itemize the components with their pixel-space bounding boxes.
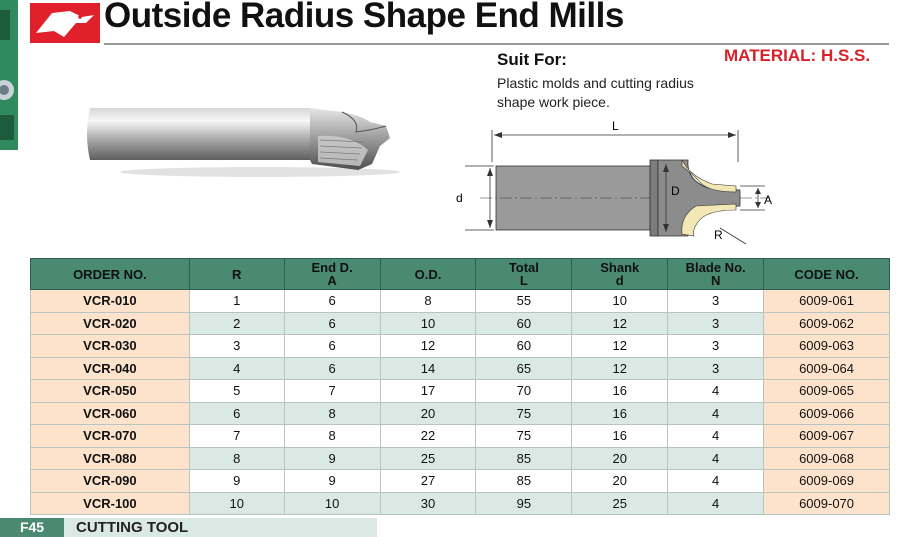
column-header-label: R xyxy=(232,266,242,282)
table-cell: 6 xyxy=(189,402,284,425)
column-header-label: Blade No. xyxy=(685,260,746,275)
table-row xyxy=(31,425,890,448)
column-header xyxy=(284,259,380,290)
table-cell: 6009-061 xyxy=(764,290,890,313)
table-cell: 12 xyxy=(572,312,668,335)
table-cell: 6009-063 xyxy=(764,335,890,358)
page-number: F45 xyxy=(0,518,64,537)
table-cell: 75 xyxy=(476,402,572,425)
side-tool-image xyxy=(0,0,18,150)
table-cell: 12 xyxy=(572,335,668,358)
table-cell: 55 xyxy=(476,290,572,313)
table-row xyxy=(31,335,890,358)
table-cell: 17 xyxy=(380,380,476,403)
table-cell: 10 xyxy=(284,492,380,515)
table-cell: 75 xyxy=(476,425,572,448)
column-header-sublabel: L xyxy=(519,273,528,288)
table-cell: 70 xyxy=(476,380,572,403)
table-row xyxy=(31,312,890,335)
table-cell: 7 xyxy=(284,380,380,403)
table-cell: 3 xyxy=(668,290,764,313)
table-cell: 4 xyxy=(668,380,764,403)
column-header-label: CODE NO. xyxy=(794,266,859,282)
table-cell: VCR-030 xyxy=(31,335,190,358)
column-header xyxy=(668,259,764,290)
end-mill-photo xyxy=(80,90,400,185)
dimension-diagram xyxy=(450,118,790,258)
table-cell: 10 xyxy=(189,492,284,515)
table-cell: 20 xyxy=(572,470,668,493)
table-cell: 95 xyxy=(476,492,572,515)
table-cell: 65 xyxy=(476,357,572,380)
table-cell: 6 xyxy=(284,335,380,358)
table-cell: 8 xyxy=(189,447,284,470)
table-row xyxy=(31,492,890,515)
table-cell: 3 xyxy=(189,335,284,358)
table-cell: 22 xyxy=(380,425,476,448)
table-cell: 6009-064 xyxy=(764,357,890,380)
table-cell: 4 xyxy=(189,357,284,380)
suit-for-heading: Suit For: xyxy=(497,50,567,69)
table-cell: 6 xyxy=(284,312,380,335)
column-header-sublabel: N xyxy=(710,273,721,288)
table-cell: VCR-010 xyxy=(31,290,190,313)
table-cell: VCR-040 xyxy=(31,357,190,380)
table-cell: 10 xyxy=(380,312,476,335)
table-cell: 6009-067 xyxy=(764,425,890,448)
brand-logo xyxy=(30,3,100,43)
table-cell: 3 xyxy=(668,335,764,358)
table-cell: 4 xyxy=(668,492,764,515)
table-row xyxy=(31,357,890,380)
table-cell: 27 xyxy=(380,470,476,493)
column-header-label: ORDER NO. xyxy=(73,266,147,282)
table-row xyxy=(31,470,890,493)
table-cell: 20 xyxy=(572,447,668,470)
table-cell: 9 xyxy=(284,447,380,470)
table-cell: 12 xyxy=(380,335,476,358)
footer-section-label: CUTTING TOOL xyxy=(76,519,189,536)
column-header xyxy=(476,259,572,290)
table-header-row xyxy=(31,259,890,290)
table-cell: 3 xyxy=(668,357,764,380)
table-cell: 6009-066 xyxy=(764,402,890,425)
column-header xyxy=(31,259,190,290)
column-header xyxy=(380,259,476,290)
diagram-label-big-d: D xyxy=(671,184,680,198)
table-cell: 9 xyxy=(189,470,284,493)
table-cell: 6009-062 xyxy=(764,312,890,335)
table-cell: 4 xyxy=(668,470,764,493)
table-cell: 8 xyxy=(284,402,380,425)
table-cell: 2 xyxy=(189,312,284,335)
column-header-label: End D. xyxy=(311,260,353,275)
table-cell: 6009-068 xyxy=(764,447,890,470)
table-cell: 4 xyxy=(668,447,764,470)
diagram-label-r: R xyxy=(714,228,723,242)
table-cell: VCR-090 xyxy=(31,470,190,493)
table-cell: 6009-065 xyxy=(764,380,890,403)
diagram-label-d: d xyxy=(456,191,463,205)
table-cell: VCR-020 xyxy=(31,312,190,335)
table-cell: 20 xyxy=(380,402,476,425)
table-cell: 4 xyxy=(668,425,764,448)
table-cell: 30 xyxy=(380,492,476,515)
table-row xyxy=(31,290,890,313)
table-cell: 4 xyxy=(668,402,764,425)
table-cell: 16 xyxy=(572,380,668,403)
table-cell: 7 xyxy=(189,425,284,448)
column-header-label: O.D. xyxy=(414,266,442,282)
table-cell: VCR-060 xyxy=(31,402,190,425)
table-cell: 60 xyxy=(476,312,572,335)
column-header-sublabel: A xyxy=(327,273,337,288)
table-cell: 1 xyxy=(189,290,284,313)
table-cell: 10 xyxy=(572,290,668,313)
table-cell: 25 xyxy=(380,447,476,470)
table-cell: 9 xyxy=(284,470,380,493)
column-header-sublabel: d xyxy=(615,273,624,288)
table-cell: 85 xyxy=(476,447,572,470)
suit-for-text: Plastic molds and cutting radius shape work piece. xyxy=(497,75,694,110)
table-cell: VCR-070 xyxy=(31,425,190,448)
table-cell: VCR-050 xyxy=(31,380,190,403)
table-cell: 14 xyxy=(380,357,476,380)
table-cell: 60 xyxy=(476,335,572,358)
table-cell: 6009-070 xyxy=(764,492,890,515)
table-row xyxy=(31,380,890,403)
table-cell: VCR-080 xyxy=(31,447,190,470)
table-cell: 16 xyxy=(572,402,668,425)
table-cell: 6009-069 xyxy=(764,470,890,493)
table-cell: 25 xyxy=(572,492,668,515)
diagram-label-l: L xyxy=(612,119,619,133)
column-header-label: Shank xyxy=(600,260,640,275)
material-label: MATERIAL: H.S.S. xyxy=(724,46,871,65)
table-cell: 85 xyxy=(476,470,572,493)
table-cell: 8 xyxy=(284,425,380,448)
column-header xyxy=(764,259,890,290)
table-cell: 12 xyxy=(572,357,668,380)
column-header xyxy=(189,259,284,290)
page-title: Outside Radius Shape End Mills xyxy=(104,0,624,35)
table-row xyxy=(31,402,890,425)
table-cell: 6 xyxy=(284,290,380,313)
table-cell: 6 xyxy=(284,357,380,380)
table-cell: VCR-100 xyxy=(31,492,190,515)
table-row xyxy=(31,447,890,470)
table-cell: 8 xyxy=(380,290,476,313)
column-header xyxy=(572,259,668,290)
column-header-label: Total xyxy=(508,260,539,275)
diagram-label-a: A xyxy=(764,193,773,207)
table-cell: 3 xyxy=(668,312,764,335)
spec-table xyxy=(30,258,890,515)
table-cell: 16 xyxy=(572,425,668,448)
title-divider xyxy=(104,43,889,45)
table-body xyxy=(31,290,890,515)
table-cell: 5 xyxy=(189,380,284,403)
